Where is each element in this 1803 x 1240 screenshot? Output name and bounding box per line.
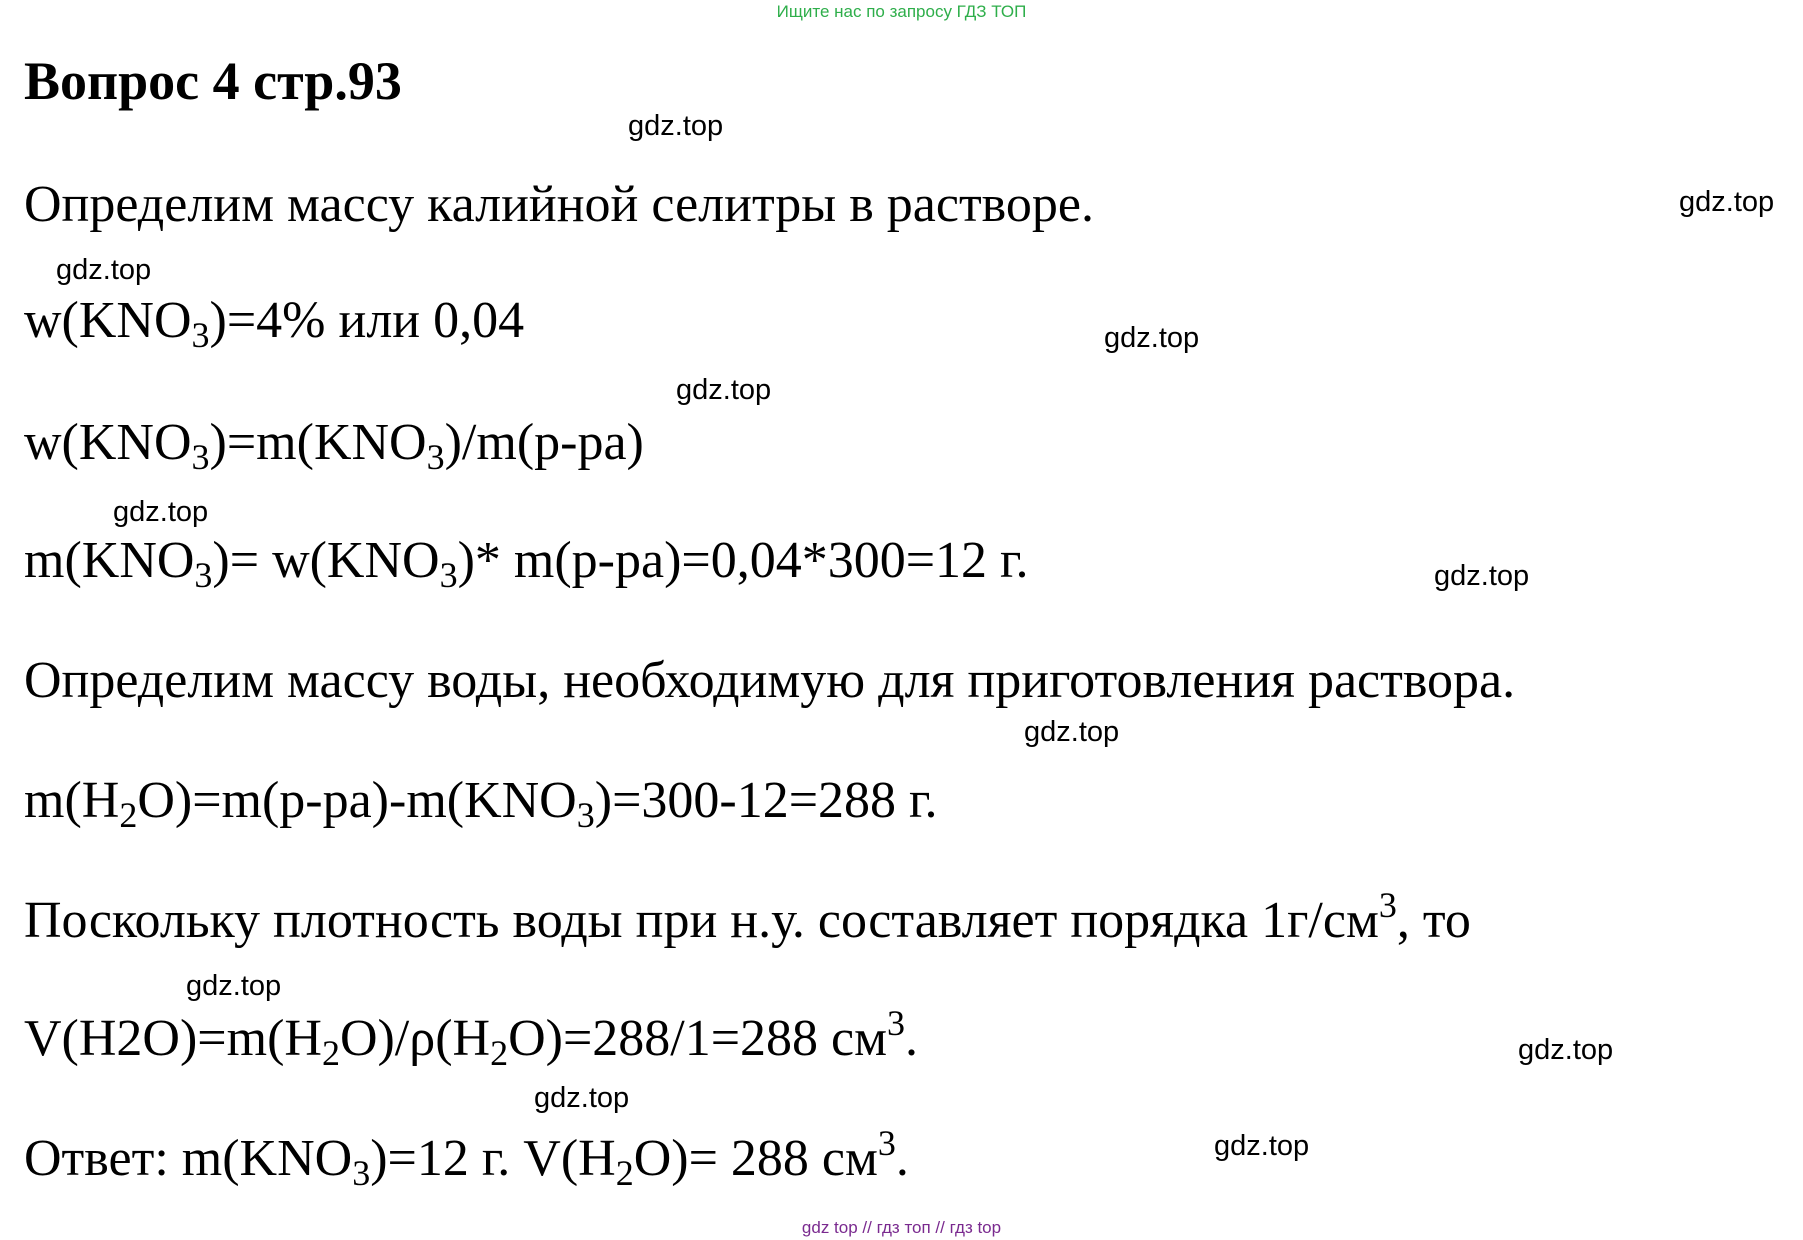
formula-part: )=12 г. V(H — [370, 1130, 616, 1187]
subscript: 3 — [191, 437, 210, 477]
superscript: 3 — [1378, 885, 1397, 925]
formula-part: . — [905, 1010, 919, 1067]
watermark: gdz.top — [534, 1082, 630, 1114]
formula-mass-water — [24, 772, 938, 835]
watermark: gdz.top — [1104, 322, 1200, 354]
text-line-5: Определим массу воды, необходимую для приготовления раствора. — [24, 652, 1516, 709]
formula-mass-knos — [24, 532, 1029, 595]
subscript: 2 — [615, 1153, 634, 1193]
watermark: gdz.top — [56, 254, 152, 286]
subscript: 3 — [352, 1153, 371, 1193]
search-hint-banner: Ищите нас по запросу ГДЗ ТОП — [776, 2, 1027, 21]
formula-mass-fraction-value — [24, 292, 525, 355]
formula-part: )/m(р-ра) — [444, 414, 644, 471]
answer-line — [24, 1123, 909, 1193]
formula-part: O)= 288 см — [633, 1130, 878, 1187]
formula-mass-fraction-definition — [24, 414, 644, 477]
text-line-1: Определим массу калийной селитры в растворе. — [24, 176, 1094, 233]
watermark: gdz.top — [1024, 716, 1120, 748]
formula-volume-water — [24, 1003, 919, 1073]
subscript: 2 — [321, 1033, 340, 1073]
watermark: gdz.top — [628, 110, 724, 142]
formula-part: O)/ρ(H — [339, 1010, 491, 1067]
formula-part: )* m(р-ра)=0,04*300=12 г. — [457, 532, 1029, 589]
formula-part: )=m(KNO — [209, 414, 427, 471]
subscript: 2 — [490, 1033, 509, 1073]
page-title: Вопрос 4 стр.93 — [24, 51, 402, 111]
footer-links: gdz top // гдз топ // гдз top — [801, 1218, 1002, 1237]
subscript: 3 — [439, 555, 458, 595]
subscript: 3 — [576, 795, 595, 835]
subscript: 3 — [191, 315, 210, 355]
formula-part: , то — [1396, 892, 1471, 949]
formula-part: . — [895, 1130, 909, 1187]
formula-part: w(KNO — [24, 414, 192, 471]
watermark: gdz.top — [1214, 1130, 1310, 1162]
formula-part: Ответ: m(KNO — [24, 1130, 353, 1187]
watermark: gdz.top — [186, 970, 282, 1002]
subscript: 3 — [194, 555, 213, 595]
watermark: gdz.top — [1679, 186, 1775, 218]
watermark: gdz.top — [113, 496, 209, 528]
formula-part: Поскольку плотность воды при н.у. составляет порядка 1г/см — [24, 892, 1379, 949]
formula-part: V(H2O)=m(H — [24, 1010, 322, 1067]
formula-part: m(H — [24, 772, 120, 829]
watermark: gdz.top — [676, 374, 772, 406]
formula-part: )=300-12=288 г. — [594, 772, 938, 829]
watermark: gdz.top — [1434, 560, 1530, 592]
formula-part: w(KNO — [24, 292, 192, 349]
text-density-note — [24, 885, 1471, 949]
formula-part: O)=288/1=288 см — [508, 1010, 888, 1067]
formula-part: m(KNO — [24, 532, 195, 589]
subscript: 2 — [119, 795, 138, 835]
superscript: 3 — [877, 1123, 896, 1163]
watermark: gdz.top — [1518, 1034, 1614, 1066]
superscript: 3 — [887, 1003, 906, 1043]
subscript: 3 — [426, 437, 445, 477]
formula-part: )=4% или 0,04 — [209, 292, 525, 349]
formula-part: )= w(KNO — [212, 532, 440, 589]
formula-part: O)=m(р-ра)-m(KNO — [137, 772, 577, 829]
